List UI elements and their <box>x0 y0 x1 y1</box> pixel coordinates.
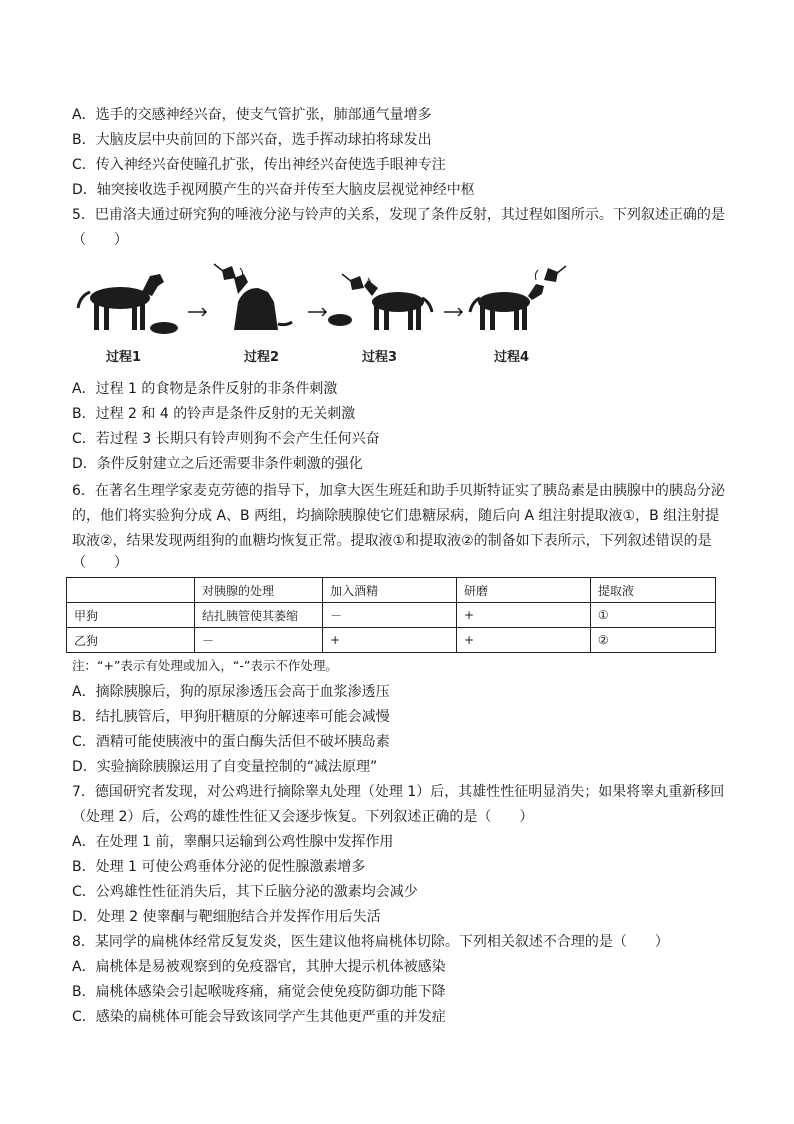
q5-option-a: A．过程 1 的食物是条件反射的非条件刺激 <box>72 381 338 397</box>
bell-4-icon <box>535 266 566 282</box>
table-cell: 乙狗 <box>67 628 195 653</box>
extract-table <box>66 577 716 653</box>
q6-stem-paren: （ ） <box>72 555 128 571</box>
food-bowl-3-icon <box>328 314 352 326</box>
q4-option-c: C．传入神经兴奋使瞳孔扩张，传出神经兴奋使选手眼神专注 <box>72 157 446 173</box>
table-header-cell: 提取液 <box>590 578 715 603</box>
q5-stem-paren: （ ） <box>72 232 128 248</box>
q5-option-d: D．条件反射建立之后还需要非条件刺激的强化 <box>72 456 363 472</box>
q6-option-c: C．酒精可能使胰液中的蛋白酶失活但不破坏胰岛素 <box>72 734 390 750</box>
table-header-cell: 研磨 <box>456 578 590 603</box>
q6-stem-2: 的，他们将实验狗分成 A、B 两组，均摘除胰腺使它们患糖尿病，随后向 A 组注射提取液①，B 组注射提 <box>72 508 720 524</box>
arrow-3-icon <box>444 308 462 316</box>
q7-option-c: C．公鸡雄性性征消失后，其下丘脑分泌的激素均会减少 <box>72 884 418 900</box>
table-cell: + <box>456 628 590 653</box>
q6-stem-3: 取液②，结果发现两组狗的血糖均恢复正常。提取液①和提取液②的制备如下表所示，下列叙述错误的是 <box>72 533 712 549</box>
table-row <box>67 628 716 653</box>
q8-stem: 8．某同学的扁桃体经常反复发炎，医生建议他将扁桃体切除。下列相关叙述不合理的是（ ） <box>72 934 669 950</box>
q7-option-a: A．在处理 1 前，睾酮只运输到公鸡性腺中发挥作用 <box>72 834 394 850</box>
q4-option-b: B．大脑皮层中央前回的下部兴奋，选手挥动球拍将球发出 <box>72 132 432 148</box>
q7-stem-1: 7．德国研究者发现，对公鸡进行摘除睾丸处理（处理 1）后，其雄性性征明显消失；如果将睾丸重新移回 <box>72 784 725 800</box>
q6-option-b: B．结扎胰管后，甲狗肝糖原的分解速率可能会减慢 <box>72 709 390 725</box>
q4-option-a: A．选手的交感神经兴奋，使支气管扩张，肺部通气量增多 <box>72 107 432 123</box>
food-bowl-1-icon <box>150 322 178 334</box>
pavlov-figure <box>72 262 570 370</box>
dog-4-icon <box>470 284 544 330</box>
table-cell: － <box>195 628 323 653</box>
q4-option-d: D．轴突接收选手视网膜产生的兴奋并传至大脑皮层视觉神经中枢 <box>72 182 475 198</box>
figure-caption-3: 过程3 <box>362 350 398 365</box>
q7-stem-2: （处理 2）后，公鸡的雄性性征又会逐步恢复。下列叙述正确的是（ ） <box>72 809 534 825</box>
pavlov-illustration <box>72 262 570 346</box>
table-cell: + <box>323 628 457 653</box>
figure-caption-1: 过程1 <box>106 350 142 365</box>
q6-stem-1: 6．在著名生理学家麦克劳德的指导下，加拿大医生班廷和助手贝斯特证实了胰岛素是由胰腺中的胰岛分泌 <box>72 483 725 499</box>
table-cell: － <box>323 603 457 628</box>
dog-1-icon <box>78 274 164 330</box>
table-cell: + <box>456 603 590 628</box>
table-note: 注：“+”表示有处理或加入，“-”表示不作处理。 <box>72 658 338 673</box>
table-header-cell: 对胰腺的处理 <box>195 578 323 603</box>
arrow-2-icon <box>308 308 326 316</box>
q5-option-c: C．若过程 3 长期只有铃声则狗不会产生任何兴奋 <box>72 431 380 447</box>
q8-option-b: B．扁桃体感染会引起喉咙疼痛，痛觉会使免疫防御功能下降 <box>72 984 446 1000</box>
table-header-row <box>67 578 716 603</box>
table-cell: 结扎胰管使其萎缩 <box>195 603 323 628</box>
table-cell: ② <box>590 628 715 653</box>
q6-option-d: D．实验摘除胰腺运用了自变量控制的“减法原理” <box>72 759 378 775</box>
table-row <box>67 603 716 628</box>
arrow-1-icon <box>188 308 206 316</box>
q8-option-c: C．感染的扁桃体可能会导致该同学产生其他更严重的并发症 <box>72 1009 446 1025</box>
q8-option-a: A．扁桃体是易被观察到的免疫器官，其肿大提示机体被感染 <box>72 959 446 975</box>
q7-option-b: B．处理 1 可使公鸡垂体分泌的促性腺激素增多 <box>72 859 366 875</box>
table-cell: ① <box>590 603 715 628</box>
dog-2-icon <box>234 274 292 330</box>
table-header-cell: 加入酒精 <box>323 578 457 603</box>
q5-option-b: B．过程 2 和 4 的铃声是条件反射的无关刺激 <box>72 406 356 422</box>
q5-stem: 5．巴甫洛夫通过研究狗的唾液分泌与铃声的关系，发现了条件反射，其过程如图所示。下列叙述正确的是 <box>72 207 725 223</box>
dog-3-icon <box>364 280 432 330</box>
q7-option-d: D．处理 2 使睾酮与靶细胞结合并发挥作用后失活 <box>72 909 381 925</box>
q6-option-a: A．摘除胰腺后，狗的原尿渗透压会高于血浆渗透压 <box>72 684 390 700</box>
table-header-cell <box>67 578 195 603</box>
table-cell: 甲狗 <box>67 603 195 628</box>
figure-caption-2: 过程2 <box>244 350 280 365</box>
figure-caption-4: 过程4 <box>494 350 530 365</box>
